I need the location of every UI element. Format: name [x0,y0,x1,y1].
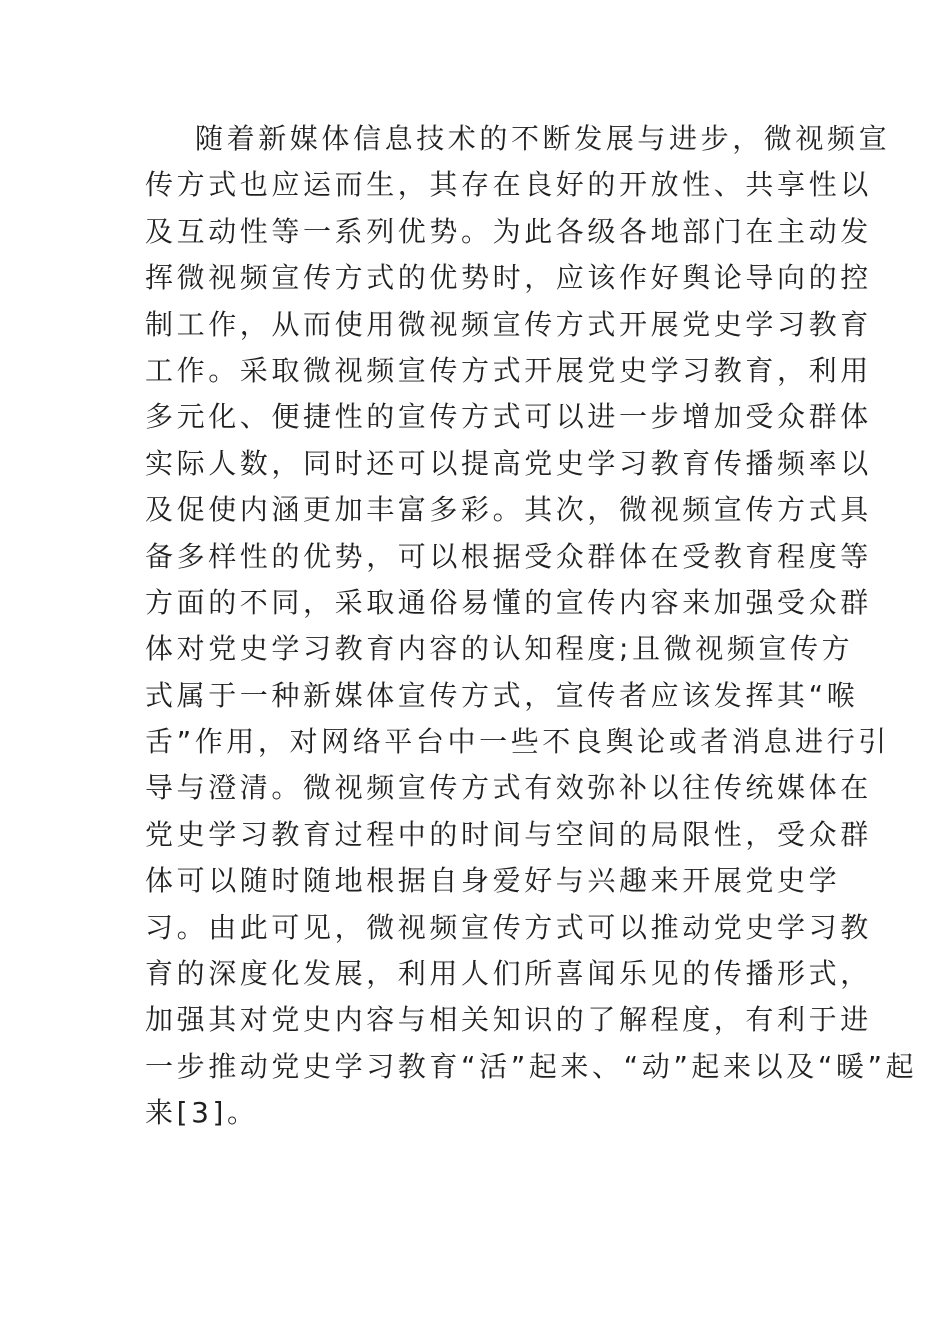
body-paragraph [145,116,918,1137]
paragraph-line: 体对党史学习教育内容的认知程度;且微视频宣传方 [145,632,854,666]
paragraph-line: 制工作，从而使用微视频宣传方式开展党史学习教育 [145,307,872,341]
paragraph-line: 体可以随时随地根据自身爱好与兴趣来开展党史学 [145,864,841,898]
paragraph-line: 传方式也应运而生，其存在良好的开放性、共享性以 [145,168,872,202]
paragraph-line: 备多样性的优势，可以根据受众群体在受教育程度等 [145,539,872,573]
paragraph-line: 党史学习教育过程中的时间与空间的局限性，受众群 [145,817,872,851]
paragraph-line: 实际人数，同时还可以提高党史学习教育传播频率以 [145,446,872,480]
paragraph-line: 习。由此可见，微视频宣传方式可以推动党史学习教 [145,910,872,944]
paragraph-line: 多元化、便捷性的宣传方式可以进一步增加受众群体 [145,400,872,434]
paragraph-line: 一步推动党史学习教育“活”起来、“动”起来以及“暖”起 [145,1049,918,1083]
paragraph-line: 及促使内涵更加丰富多彩。其次，微视频宣传方式具 [145,493,872,527]
paragraph-line: 及互动性等一系列优势。为此各级各地部门在主动发 [145,214,872,248]
paragraph-line: 来[3]。 [145,1096,259,1130]
paragraph-line: 育的深度化发展，利用人们所喜闻乐见的传播形式， [145,957,872,991]
paragraph-line: 方面的不同，采取通俗易懂的宣传内容来加强受众群 [145,585,872,619]
paragraph-line: 式属于一种新媒体宣传方式，宣传者应该发挥其“喉 [145,678,859,712]
paragraph-line: 工作。采取微视频宣传方式开展党史学习教育，利用 [145,353,872,387]
paragraph-line: 导与澄清。微视频宣传方式有效弥补以往传统媒体在 [145,771,872,805]
paragraph-line: 随着新媒体信息技术的不断发展与进步，微视频宣 [145,122,891,155]
paragraph-line: 舌”作用，对网络平台中一些不良舆论或者消息进行引 [145,725,890,759]
paragraph-line: 加强其对党史内容与相关知识的了解程度，有利于进 [145,1003,872,1037]
paragraph-line: 挥微视频宣传方式的优势时，应该作好舆论导向的控 [145,261,872,295]
